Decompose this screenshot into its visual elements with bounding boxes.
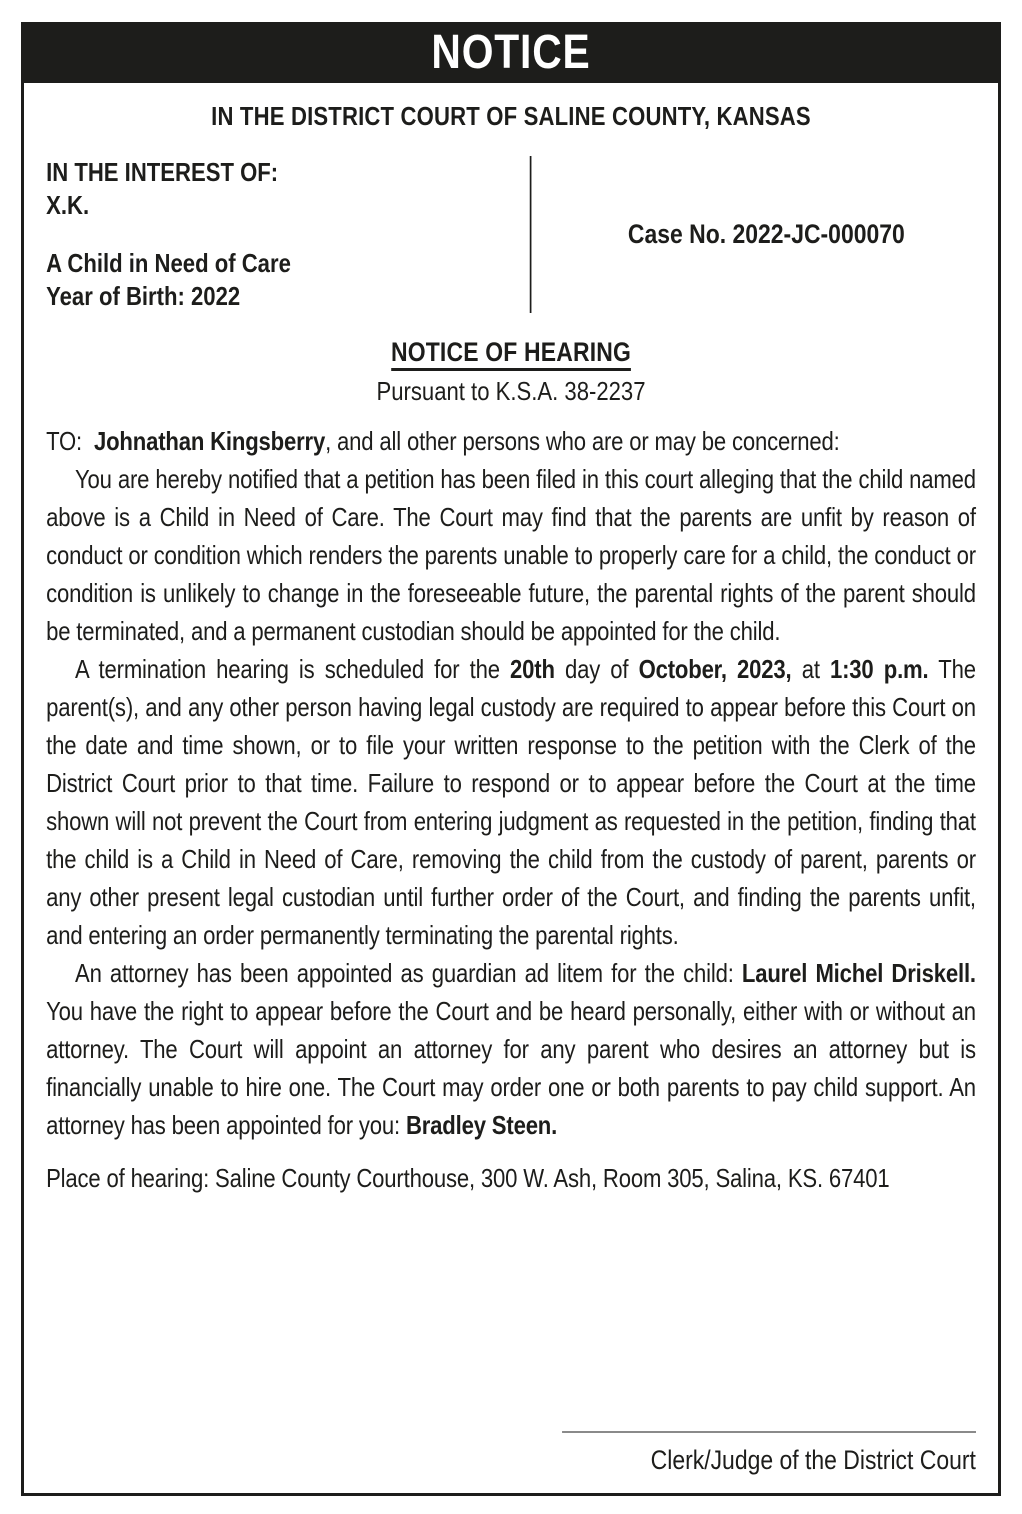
body-paragraph <box>46 422 976 460</box>
signature-block <box>562 1431 976 1477</box>
notice-banner <box>24 25 998 83</box>
body-paragraph <box>46 460 976 650</box>
signature-line <box>562 1431 976 1433</box>
hearing-subtitle: Pursuant to K.S.A. 38-2237 <box>376 376 646 406</box>
caption-left <box>46 156 529 313</box>
body-paragraph <box>46 1159 976 1197</box>
bold-text: Bradley Steen. <box>405 1110 558 1140</box>
bold-text: October, 2023, <box>638 654 792 684</box>
hearing-title: NOTICE OF HEARING <box>391 337 631 371</box>
text: , and all other persons who are or may be concerned: <box>325 426 840 456</box>
text: You are hereby notified that a petition has been filed in this court alleging that the child named above is a Child in Need of Care. The Court may find that the parents are unfit by reason of conduct or condition which renders the parents unable to properly care for a child, the conduct or condition is unlikely to change in the foreseeable future, the parental rights of the parent should be terminated, and a permanent custodian should be appointed for the child. <box>46 464 976 646</box>
bold-text: Laurel Michel Driskell. <box>741 958 976 988</box>
child-initials: X.K. <box>46 190 90 220</box>
banner-title: NOTICE <box>431 26 591 79</box>
court-title: IN THE DISTRICT COURT OF SALINE COUNTY, KANSAS <box>211 101 811 131</box>
caption-right <box>531 156 976 313</box>
notice-document <box>21 22 1001 1496</box>
bold-text: Johnathan Kingsberry <box>93 426 326 456</box>
text: TO: <box>46 426 94 456</box>
case-caption <box>46 156 976 313</box>
text: day of <box>554 654 639 684</box>
body-paragraph <box>46 650 976 954</box>
child-description: A Child in Need of Care <box>46 248 291 278</box>
text: A termination hearing is scheduled for the <box>75 654 511 684</box>
notice-content <box>24 83 998 1493</box>
case-number: Case No. 2022-JC-000070 <box>627 219 905 249</box>
child-birth-year: Year of Birth: 2022 <box>46 281 241 311</box>
text: Place of hearing: Saline County Courthouse, 300 W. Ash, Room 305, Salina, KS. 67401 <box>46 1163 890 1193</box>
interest-label: IN THE INTEREST OF: <box>46 157 279 187</box>
text: An attorney has been appointed as guardian ad litem for the child: <box>75 958 742 988</box>
text: The parent(s), and any other person having legal custody are required to appear before this Court on the date and time shown, or to file your written response to the petition with the Clerk of the District Court prior to that time. Failure to respond or to appear before the Court at the time shown will not prevent the Court from entering judgment as requested in the petition, finding that the child is a Child in Need of Care, removing the child from the custody of parent, parents or any other present legal custodian until further order of the Court, and finding the parents unfit, and entering an order permanently terminating the parental rights. <box>46 654 976 950</box>
body-paragraph <box>46 954 976 1144</box>
text: at <box>791 654 830 684</box>
signature-label: Clerk/Judge of the District Court <box>650 1445 976 1475</box>
bold-text: 1:30 p.m. <box>829 654 929 684</box>
text: You have the right to appear before the Court and be heard personally, either with or without an attorney. The Court will appoint an attorney for any parent who desires an attorney but is financially unable to hire one. The Court may order one or both parents to pay child support. An attorney has been appointed for you: <box>46 996 976 1140</box>
bold-text: 20th <box>510 654 555 684</box>
notice-body <box>46 422 976 1197</box>
hearing-title-row <box>46 337 976 367</box>
